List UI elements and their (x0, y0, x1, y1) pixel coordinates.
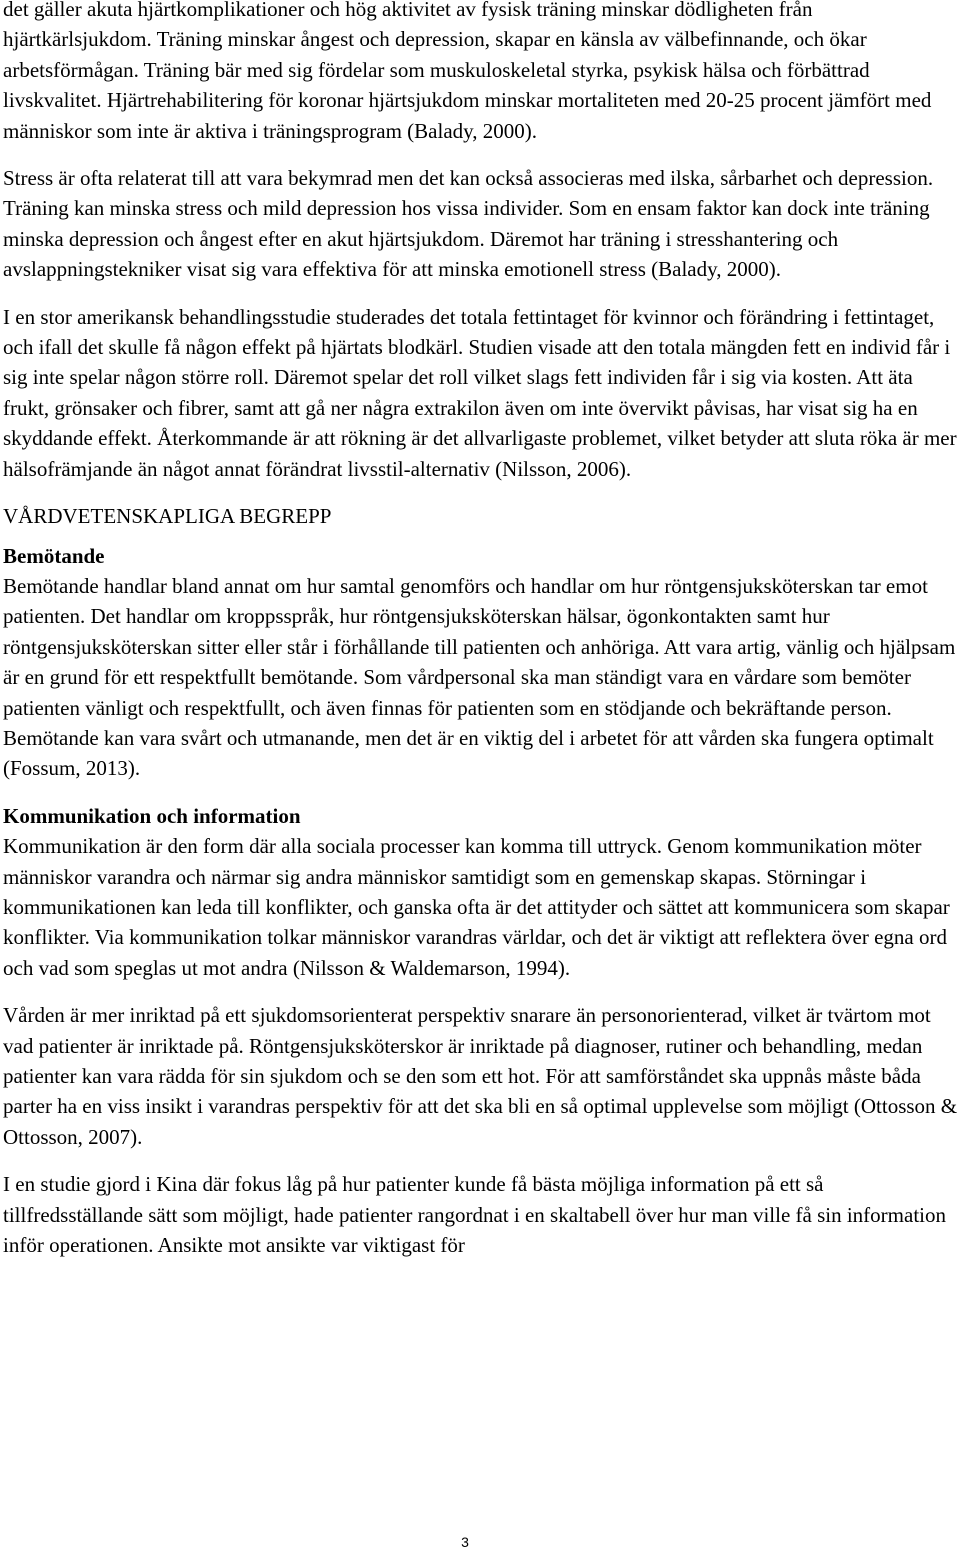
paragraph-exercise: det gäller akuta hjärtkomplikationer och hög aktivitet av fysisk träning minskar dödligheten från hjärtkärlsjukdom. Träning minskar ångest och depression, skapar en känsla av välbefinnande, och ökar arbetsförmågan. Träning bär med sig fördelar som muskuloskeletal styrka, psykisk hälsa och förbättrad livskvalitet. Hjärtrehabilitering för koronar hjärtsjukdom minskar mortaliteten med 20-25 procent jämfört med människor som inte är aktiva i träningsprogram (Balady, 2000). (3, 0, 932, 143)
heading-bemotande: Bemötande (3, 543, 105, 568)
paragraph-china-study: I en studie gjord i Kina där fokus låg på hur patienter kunde få bästa möjliga information på ett så tillfredsställande sätt som möjligt, hade patienter rangordnat i en skaltabell över hur man ville få sin information inför operationen. Ansikte mot ansikte var viktigast för (3, 1172, 946, 1258)
paragraph-stress: Stress är ofta relaterat till att vara bekymrad men det kan också associeras med ilska, sårbarhet och depression. Träning kan minska stress och mild depression hos vissa individer. Som en ensam faktor kan dock inte träning minska depression och ångest efter en akut hjärtsjukdom. Däremot har träning i stresshantering och avslappningstekniker visat sig vara effektiva för att minska emotionell stress (Balady, 2000). (3, 166, 934, 282)
section-heading: VÅRDVETENSKAPLIGA BEGREPP (3, 504, 332, 529)
document-page (3, 0, 958, 1260)
paragraph-kommunikation: Kommunikation är den form där alla sociala processer kan komma till uttryck. Genom kommunikation möter människor varandra och närmar sig andra människor samtidigt som en gemenskap skapas. Störningar i kommunikationen kan leda till konflikter, och ganska ofta är det attityder och sättet att kommunicera som skapar konflikter. Via kommunikation tolkar människor varandras världar, och det är viktigt att reflektera över egna ord och vad som speglas ut mot andra (Nilsson & Waldemarson, 1994). (3, 834, 950, 980)
heading-kommunikation: Kommunikation och information (3, 803, 301, 828)
paragraph-perspective: Vården är mer inriktad på ett sjukdomsorienterat perspektiv snarare än personorienterad, vilket är tvärtom mot vad patienter är inriktade på. Röntgensjuksköterskor är inriktade på diagnoser, rutiner och behandling, medan patienter kan vara rädda för sin sjukdom och se den som ett hot. För att samförståndet ska uppnås måste båda parter ha en viss insikt i varandras perspektiv för att det ska bli en så optimal upplevelse som möjligt (Ottosson & Ottosson, 2007). (3, 1003, 958, 1149)
page-number: 3 (461, 1534, 469, 1550)
paragraph-diet: I en stor amerikansk behandlingsstudie studerades det totala fettintaget för kvinnor och förändring i fettintaget, och ifall det skulle få någon effekt på hjärtats blodkärl. Studien visade att den totala mängden fett en individ får i sig inte spelar någon större roll. Däremot spelar det roll vilket slags fett individen får i sig via kosten. Att äta frukt, grönsaker och fibrer, samt att gå ner några extrakilon även om inte övervikt påvisas, har visat sig ha en skyddande effekt. Återkommande är att rökning är det allvarligaste problemet, vilket betyder att sluta röka är mer hälsofrämjande än något annat förändrat livsstil-alternativ (Nilsson, 2006). (3, 304, 957, 481)
paragraph-bemotande: Bemötande handlar bland annat om hur samtal genomförs och handlar om hur röntgensjuksköterskan tar emot patienten. Det handlar om kroppsspråk, hur röntgensjuksköterskan hälsar, ögonkontakten samt hur röntgensjuksköterskan sitter eller står i förhållande till patienten och anhöriga. Att vara artig, vänlig och hjälpsam är en grund för ett respektfullt bemötande. Som vårdpersonal ska man ständigt vara en vårdare som bemöter patienten vänligt och respektfullt, och även finnas för patienten som en stödjande och bekräftande person. Bemötande kan vara svårt och utmanande, men det är en viktig del i arbetet för att vården ska fungera optimalt (Fossum, 2013). (3, 573, 956, 781)
